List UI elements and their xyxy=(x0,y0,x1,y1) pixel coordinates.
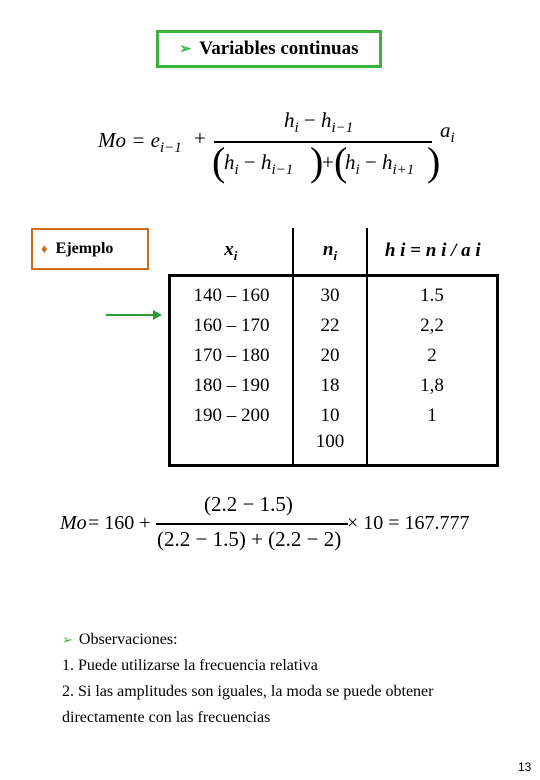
table-row xyxy=(170,311,498,341)
example-numerator: (2.2 − 1.5) xyxy=(204,492,293,516)
header-h: h i = n i / a i xyxy=(367,228,498,276)
cell-n: 10 xyxy=(293,401,367,431)
table-row xyxy=(170,276,498,312)
cell-interval: 180 – 190 xyxy=(170,371,294,401)
title-text: Variables continuas xyxy=(199,38,359,59)
example-fraction-line xyxy=(156,523,348,525)
cell-interval: 170 – 180 xyxy=(170,341,294,371)
right-paren: ) xyxy=(310,139,324,184)
formula-factor: $a_i$ xyxy=(440,118,455,147)
diamond-bullet-icon: ♦ xyxy=(41,241,48,256)
table-row xyxy=(170,371,498,401)
observations-heading-text: Observaciones: xyxy=(78,631,178,648)
cell-interval: 160 – 170 xyxy=(170,311,294,341)
formula-denominator-part1: $h_i - h_{i-1}$ xyxy=(224,150,294,179)
formula-denominator-part2: $h_i - h_{i+1}$ xyxy=(345,150,415,179)
cell-h: 1,8 xyxy=(367,371,498,401)
left-paren: ( xyxy=(212,139,226,184)
table-total-row xyxy=(170,431,498,466)
right-paren-2: ) xyxy=(427,139,441,184)
cell-h: 1.5 xyxy=(367,276,498,312)
cell-h: 1 xyxy=(367,401,498,431)
general-formula xyxy=(0,0,540,200)
example-label-text: Ejemplo xyxy=(55,240,114,257)
cell-n: 18 xyxy=(293,371,367,401)
left-paren-2: ( xyxy=(334,139,348,184)
pointer-arrow-icon xyxy=(105,308,163,322)
example-denominator: (2.2 − 1.5) + (2.2 − 2) xyxy=(157,527,342,551)
arrow-bullet-icon: ➢ xyxy=(62,632,73,647)
arrow-bullet-icon: ➢ xyxy=(179,41,192,57)
cell-empty xyxy=(367,431,498,466)
cell-h: 2 xyxy=(367,341,498,371)
cell-interval: 140 – 160 xyxy=(170,276,294,312)
formula-den-plus: + xyxy=(322,150,334,174)
cell-n: 22 xyxy=(293,311,367,341)
formula-plus: + xyxy=(194,126,206,150)
cell-n: 20 xyxy=(293,341,367,371)
formula-lhs: $Mo = e_{i-1}$ xyxy=(98,128,182,157)
page-number: 13 xyxy=(518,760,532,774)
cell-interval: 190 – 200 xyxy=(170,401,294,431)
example-result: × 10 = 167.777 xyxy=(347,512,470,534)
observation-item-1: 1. Puede utilizarse la frecuencia relativa xyxy=(62,657,318,674)
table-header-row xyxy=(170,228,498,276)
header-x: $x_i$ xyxy=(170,228,294,276)
observations-heading xyxy=(62,627,502,653)
observations xyxy=(62,627,502,731)
table-row xyxy=(170,401,498,431)
observation-item-2: 2. Si las amplitudes son iguales, la moda se puede obtener directamente con las frecuencias xyxy=(62,683,434,726)
frequency-table xyxy=(168,228,499,467)
formula-numerator: $h_i - h_{i-1}$ xyxy=(284,108,354,137)
example-eq-start: = 160 + xyxy=(88,512,151,534)
cell-total: 100 xyxy=(293,431,367,466)
cell-h: 2,2 xyxy=(367,311,498,341)
example-formula xyxy=(0,480,540,560)
example-lhs: Mo xyxy=(60,512,87,534)
cell-n: 30 xyxy=(293,276,367,312)
cell-empty xyxy=(170,431,294,466)
header-n: $n_i$ xyxy=(293,228,367,276)
table-row xyxy=(170,341,498,371)
example-label-box xyxy=(31,228,149,270)
